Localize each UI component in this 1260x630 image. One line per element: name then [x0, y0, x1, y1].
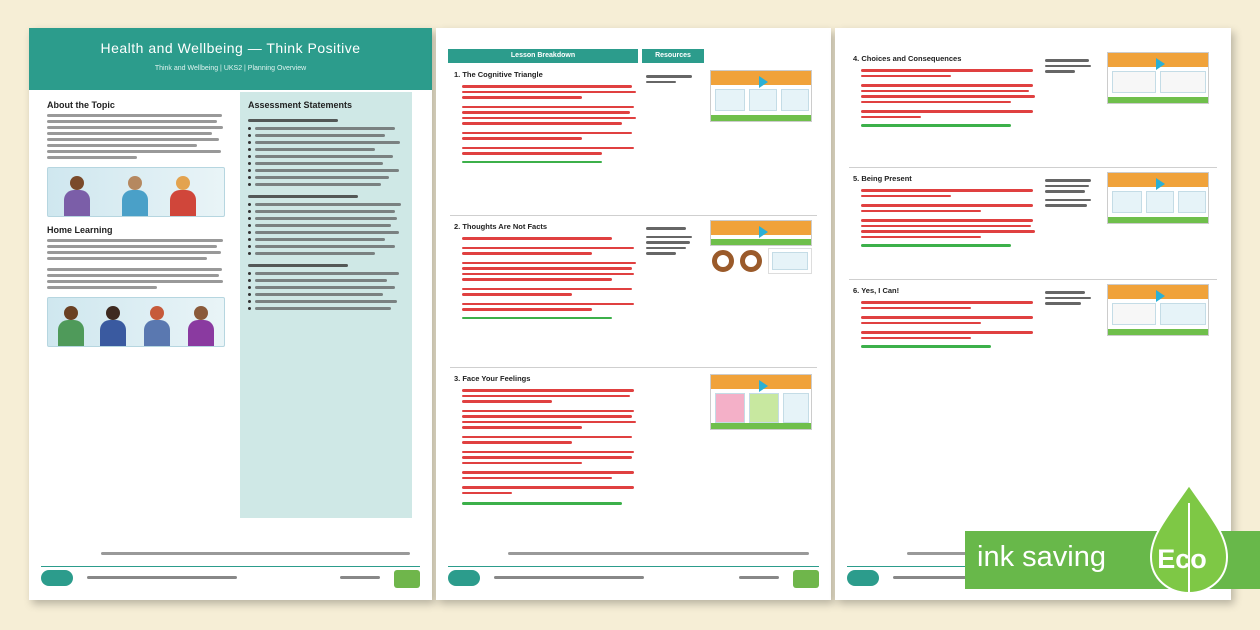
play-icon: [1156, 178, 1165, 190]
text-line: [47, 126, 223, 129]
badge-icon: [793, 570, 819, 588]
play-icon: [759, 76, 768, 88]
text-line: [47, 274, 219, 277]
resource-thumbnail: [1107, 284, 1209, 336]
text-line: [47, 280, 223, 283]
assessment-heading: Assessment Statements: [248, 100, 353, 110]
twinkl-logo-icon: [41, 570, 73, 586]
resource-thumbnail: [768, 248, 812, 274]
text-line: [47, 286, 157, 289]
about-heading: About the Topic: [47, 100, 115, 110]
text-line: [47, 245, 217, 248]
badge-icon: [394, 570, 420, 588]
left-column: [47, 100, 225, 355]
assessment-panel: [240, 92, 412, 518]
text-line: [47, 138, 219, 141]
assessment-subheading: [248, 119, 338, 122]
lesson-row: [450, 370, 817, 534]
resource-thumbnail: [710, 220, 812, 246]
ring-images: [712, 250, 762, 272]
page-footer: [448, 548, 819, 592]
resources-header: Resources: [642, 49, 704, 63]
document-page-1: [29, 28, 432, 600]
illustration-people-2: [47, 297, 225, 347]
play-icon: [759, 226, 768, 238]
text-line: [47, 251, 221, 254]
text-line: [47, 156, 137, 159]
page-title: Health and Wellbeing — Think Positive: [100, 40, 361, 56]
play-icon: [1156, 290, 1165, 302]
resource-thumbnail: [710, 70, 812, 122]
resource-thumbnail: [710, 374, 812, 430]
text-line: [47, 120, 217, 123]
resource-thumbnail: [1107, 52, 1209, 104]
text-line: [47, 132, 212, 135]
assessment-subheading: [248, 264, 348, 267]
lesson-row: [450, 218, 817, 368]
page-header: [29, 28, 432, 90]
assessment-subheading: [248, 195, 358, 198]
lesson-title: 5. Being Present: [853, 174, 912, 183]
lesson-row: [849, 50, 1217, 168]
twinkl-logo-icon: [448, 570, 480, 586]
text-line: [47, 114, 222, 117]
lesson-row: [849, 282, 1217, 378]
lesson-row: [450, 66, 817, 216]
text-line: [47, 239, 223, 242]
text-line: [47, 257, 207, 260]
lesson-row: [849, 170, 1217, 280]
eco-leaf-icon: [1147, 483, 1231, 601]
text-line: [47, 268, 222, 271]
lesson-title: 2. Thoughts Are Not Facts: [454, 222, 548, 231]
page-footer: [41, 548, 420, 592]
home-learning-heading: Home Learning: [47, 225, 113, 235]
eco-badge-label: Eco: [1157, 544, 1207, 574]
ink-saving-label: ink saving: [977, 541, 1106, 573]
lesson-title: 3. Face Your Feelings: [454, 374, 531, 383]
play-icon: [759, 380, 768, 392]
lesson-title: 6. Yes, I Can!: [853, 286, 900, 295]
document-page-2: [436, 28, 831, 600]
lesson-title: 4. Choices and Consequences: [853, 54, 962, 63]
twinkl-logo-icon: [847, 570, 879, 586]
play-icon: [1156, 58, 1165, 70]
text-line: [47, 150, 221, 153]
lesson-breakdown-header: Lesson Breakdown: [448, 49, 638, 63]
lesson-title: 1. The Cognitive Triangle: [454, 70, 543, 79]
text-line: [47, 144, 197, 147]
resource-thumbnail: [1107, 172, 1209, 224]
illustration-people-1: [47, 167, 225, 217]
page-subtitle: Think and Wellbeing | UKS2 | Planning Overview: [154, 65, 307, 72]
